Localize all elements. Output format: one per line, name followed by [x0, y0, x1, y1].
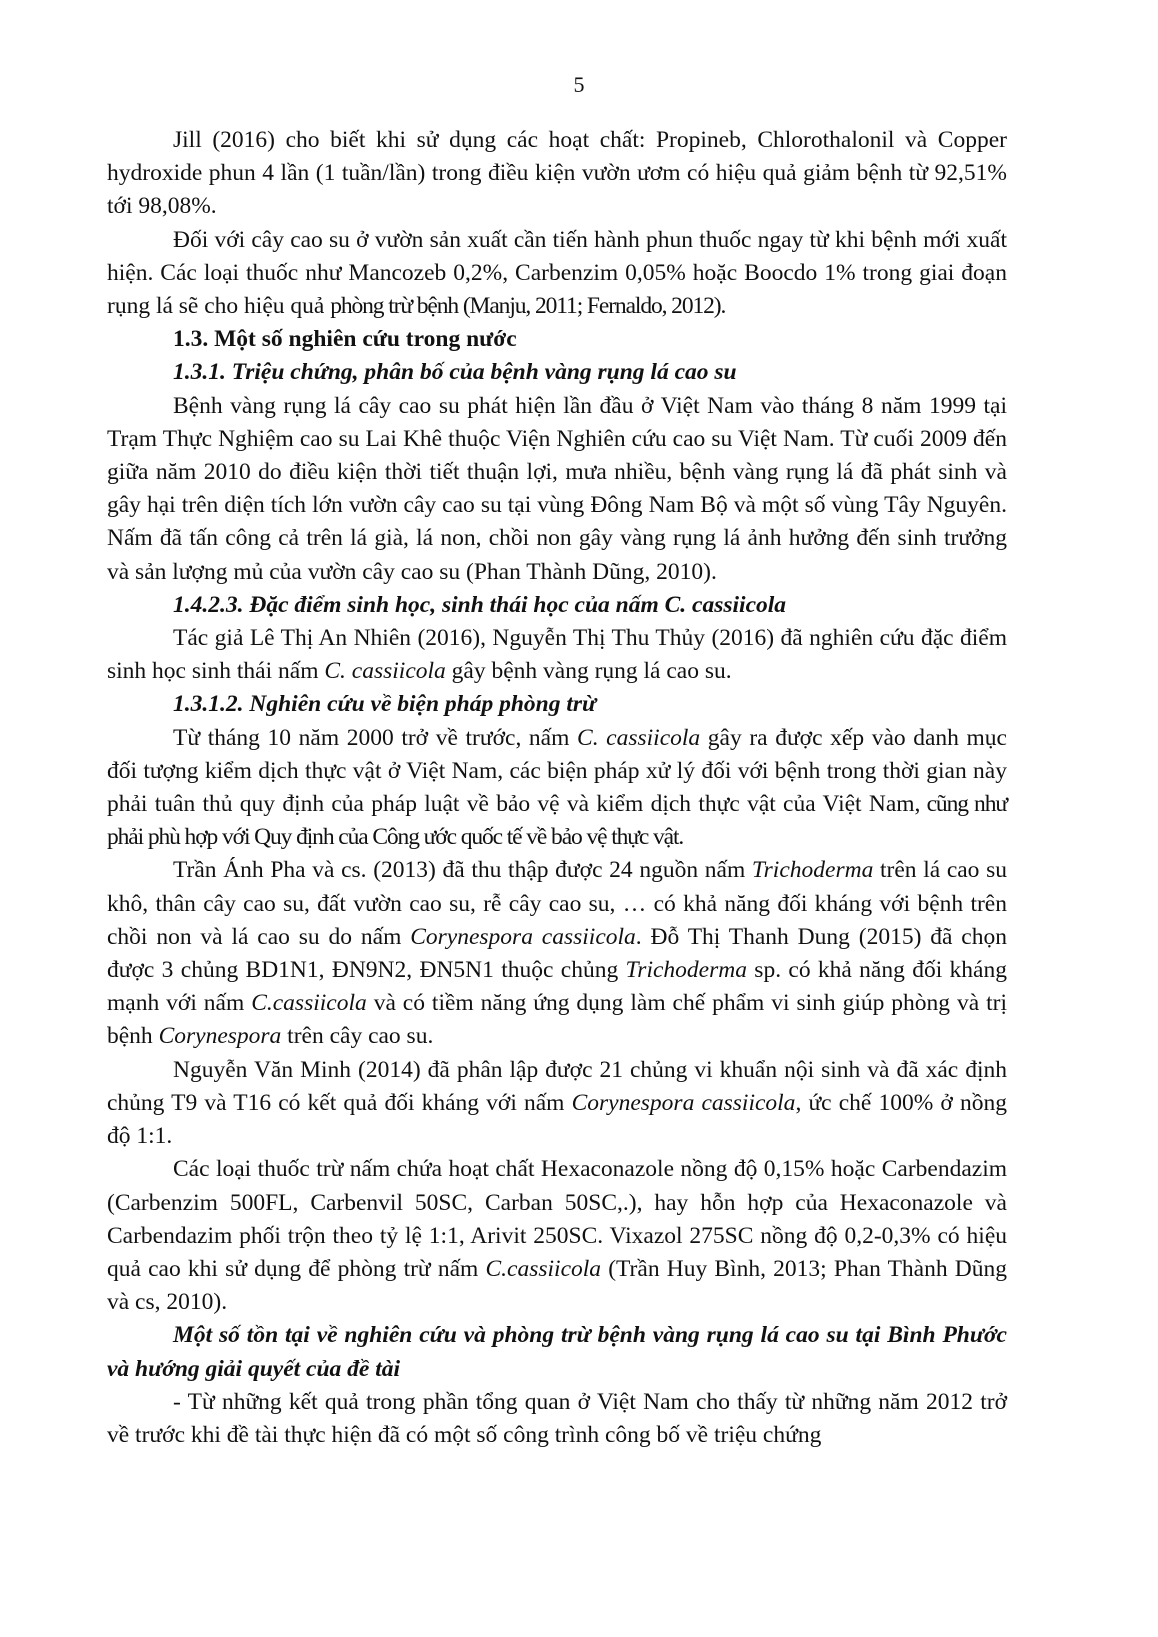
paragraph-quarantine-text-a: Từ tháng 10 năm 2000 trở về trước, nấm	[173, 724, 578, 751]
paragraph-trichoderma	[107, 854, 1007, 1053]
paragraph-summary	[107, 1386, 1007, 1452]
heading-domestic-research: 1.3. Một số nghiên cứu trong nước	[173, 326, 517, 353]
paragraph-jill	[107, 124, 1007, 224]
paragraph-biology-text-b: gây bệnh vàng rụng lá cao su.	[445, 658, 732, 685]
paragraph-fungicides-text-b: (Trần Huy Bình, 2013; Phan Thành Dũng và cs, 2010).	[107, 1255, 1007, 1316]
paragraph-fungicides	[107, 1153, 1007, 1319]
page-number: 5	[573, 72, 585, 97]
paragraph-biology	[107, 622, 1007, 688]
heading-remaining-issues: Một số tồn tại về nghiên cứu và phòng trừ bệnh vàng rụng lá cao su tại Bình Phước và hướng giải quyết của đề tài	[107, 1322, 1007, 1382]
species-name: C.cassiicola	[485, 1255, 602, 1282]
paragraph-trichoderma-text-e: và có tiềm năng ứng dụng làm chế phẩm vi sinh giúp phòng và trị bệnh	[107, 990, 1008, 1050]
species-name: C.cassiicola	[251, 990, 367, 1017]
species-name: C. cassiicola	[577, 724, 701, 751]
heading-symptoms-distribution: 1.3.1. Triệu chứng, phân bố của bệnh vàng rụng lá cao su	[173, 359, 737, 386]
paragraph-quarantine-text-b: gây ra được xếp vào danh mục đối tượng kiểm dịch thực vật ở Việt Nam, các biện pháp xử lý đối với bệnh trong thời gian này phải tuân thủ quy định của pháp luật về bảo vệ và kiểm dịch thực vật của Việt Nam,	[107, 724, 1007, 818]
paragraph-rubber-spraying	[107, 224, 1007, 324]
paragraph-trichoderma-text-c: . Đỗ Thị Thanh Dung (2015) đã chọn được 3 chủng BD1N1, ĐN9N2, ĐN5N1 thuộc chủng	[107, 923, 1007, 984]
heading-control-measures: 1.3.1.2. Nghiên cứu về biện pháp phòng trừ	[173, 691, 597, 718]
species-name: Trichoderma	[751, 857, 874, 884]
paragraph-trichoderma-text-d: sp. có khả năng đối kháng mạnh với nấm	[107, 957, 1007, 1017]
paragraph-trichoderma-text-b: trên lá cao su khô, thân cây cao su, đất vườn cao su, rễ cây cao su, … có khả năng đối kháng với bệnh trên chồi non và lá cao su do nấm	[107, 857, 1007, 950]
paragraph-trichoderma-text-f: trên cây cao su.	[281, 1023, 434, 1050]
species-name: Corynespora cassiicola	[410, 923, 636, 950]
paragraph-bacteria-text-b: , ức chế 100% ở nồng độ 1:1.	[107, 1089, 1007, 1150]
paragraph-quarantine-text-tail: cũng như phải phù hợp với Quy định của Công ước quốc tế về bảo vệ thực vật.	[107, 791, 1007, 851]
heading-biology-ecology: 1.4.2.3. Đặc điểm sinh học, sinh thái học của nấm C. cassiicola	[173, 591, 787, 618]
paragraph-jill-text: Jill (2016) cho biết khi sử dụng các hoạt chất: Propineb, Chlorothalonil và Copper hydroxide phun 4 lần (1 tuần/lần) trong điều kiện vườn ươm có hiệu quả giảm bệnh từ 92,51% tới 98,08%.	[107, 127, 1007, 220]
paragraph-symptoms	[107, 390, 1007, 589]
paragraph-bacteria	[107, 1054, 1007, 1154]
paragraph-trichoderma-text-a: Trần Ánh Pha và cs. (2013) đã thu thập được 24 nguồn nấm	[173, 857, 752, 884]
paragraph-quarantine	[107, 722, 1007, 855]
paragraph-bacteria-text-a: Nguyễn Văn Minh (2014) đã phân lập được 21 chủng vi khuẩn nội sinh và đã xác định chủng T9 và T16 có kết quả đối kháng với nấm	[107, 1056, 1007, 1116]
paragraph-summary-text: - Từ những kết quả trong phần tổng quan ở Việt Nam cho thấy từ những năm 2012 trở về trước khi đề tài thực hiện đã có một số công trình công bố về triệu chứng	[107, 1388, 1007, 1448]
paragraph-rubber-spraying-text: Đối với cây cao su ở vườn sản xuất cần tiến hành phun thuốc ngay từ khi bệnh mới xuất hiện. Các loại thuốc như Mancozeb 0,2%, Carbenzim 0,05% hoặc Boocdo 1% trong giai đoạn rụng lá sẽ cho hiệu quả	[107, 226, 1007, 320]
species-name: Trichoderma	[625, 957, 747, 984]
species-name: Corynespora cassiicola	[571, 1089, 796, 1116]
paragraph-fungicides-text-a: Các loại thuốc trừ nấm chứa hoạt chất Hexaconazole nồng độ 0,15% hoặc Carbendazim (Carbenzim 500FL, Carbenvil 50SC, Carban 50SC,.), hay hỗn hợp của Hexaconazole và Carbendazim phối trộn theo tỷ lệ 1:1, Arivit 250SC. Vixazol 275SC nồng độ 0,2-0,3% có hiệu quả cao khi sử dụng để phòng trừ nấm	[107, 1156, 1007, 1282]
species-name: C. cassiicola	[324, 658, 446, 685]
paragraph-rubber-spraying-citation: phòng trừ bệnh (Manju, 2011; Fernaldo, 2012).	[330, 293, 726, 320]
paragraph-symptoms-text: Bệnh vàng rụng lá cây cao su phát hiện lần đầu ở Việt Nam vào tháng 8 năm 1999 tại Trạm Thực Nghiệm cao su Lai Khê thuộc Viện Nghiên cứu cao su Việt Nam. Từ cuối 2009 đến giữa năm 2010 do điều kiện thời tiết thuận lợi, mưa nhiều, bệnh vàng rụng lá đã phát sinh và gây hại trên diện tích lớn vườn cây cao su tại vùng Đông Nam Bộ và một số vùng Tây Nguyên. Nấm đã tấn công cả trên lá già, lá non, chồi non gây vàng rụng lá ảnh hưởng đến sinh trưởng và sản lượng mủ của vườn cây cao su (Phan Thành Dũng, 2010).	[107, 392, 1007, 585]
species-name: Corynespora	[158, 1023, 282, 1050]
paragraph-biology-text-a: Tác giả Lê Thị An Nhiên (2016), Nguyễn Thị Thu Thủy (2016) đã nghiên cứu đặc điểm sinh học sinh thái nấm	[107, 625, 1007, 685]
body-text	[107, 124, 1007, 1452]
